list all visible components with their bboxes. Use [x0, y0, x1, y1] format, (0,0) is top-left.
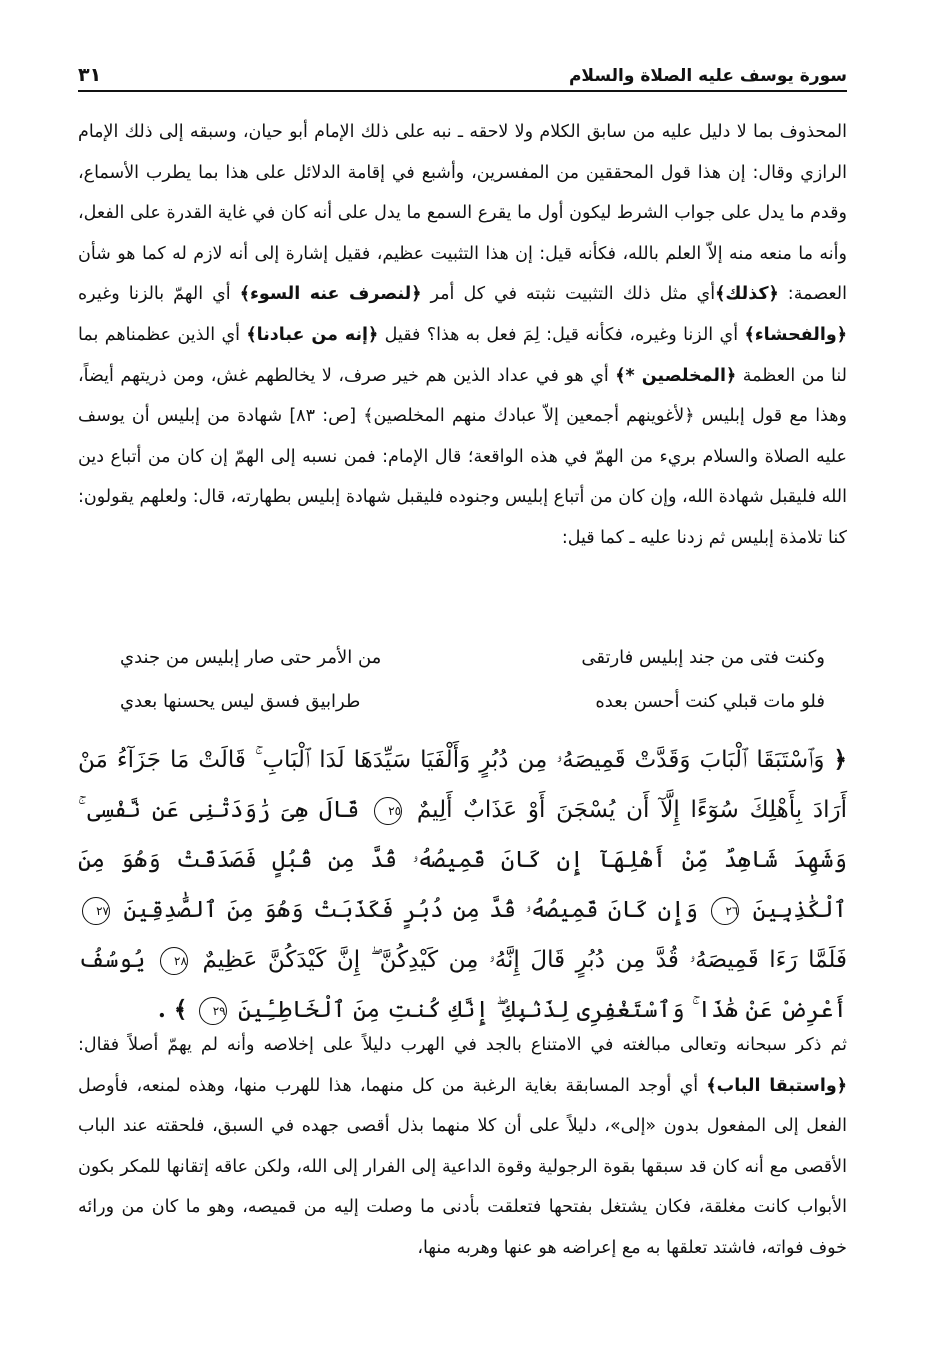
ayah-26: قَالَ هِىَ رَٰوَدَتْنِى عَن نَّفْسِى ۚ وَشَهِدَ شَاهِدٌ مِّنْ أَهْلِهَآ إِن كَانَ قَمِيصُهُۥ قُدَّ مِن قُبُلٍ فَصَدَقَتْ وَهُوَ مِنَ ٱلْكَٰذِبِينَ — [78, 797, 847, 923]
quote-wastabaqa: ﴿واستبقا الباب﴾ — [706, 1075, 847, 1096]
poem-hemistich: وكنت فتى من جند إبليس فارتقى — [581, 647, 825, 668]
page-number: ٣١ — [78, 64, 102, 86]
poem-hemistich: من الأمر حتى صار إبليس من جندي — [120, 647, 382, 668]
ayah-number-marker: ٢٩ — [199, 997, 227, 1025]
ayah-number-marker: ٢٦ — [711, 897, 739, 925]
text-segment: أي هو في عداد الذين هم خير صرف، لا يخالطهم غش، ومن ذريتهم أيضاً، وهذا مع قول إبليس ﴿لأغوينهم أجمعين إلاّ عبادك منهم المخلصين﴾ [ص: ٨٣] شهادة من إبليس أن يوسف عليه الصلاة والسلام بريء من الهمّ في هذه الواقعة؛ قال الإمام: فمن نسبه إلى الهمّ إن كان من أتباع دين الله فليقبل شهادة الله، وإن كان من أتباع إبليس وجنوده فليقبل شهادة إبليس بطهارته، قال: ولعلهم يقولون: كنا تلامذة إبليس ثم زدنا عليه ـ كما قيل: — [78, 365, 847, 548]
poem-hemistich: طرابيق فسق ليس يحسنها بعدي — [120, 691, 361, 712]
quran-verses — [78, 735, 847, 1035]
poem-verse-2 — [120, 680, 825, 724]
poem-verse-1 — [120, 636, 825, 680]
quote-linasrifa: ﴿لنصرف عنه السوء﴾ — [239, 284, 422, 305]
commentary-paragraph-1 — [78, 112, 847, 559]
quran-open-bracket: ﴿ — [833, 746, 848, 773]
quote-almukhlasin: ﴿المخلصين *﴾ — [615, 365, 737, 386]
ayah-29: يُوسُفُ أَعْرِضْ عَنْ هَٰذَا ۚ وَٱسْتَغْفِرِى لِذَنۢبِكِ ۖ إِنَّكِ كُنتِ مِنَ ٱلْخَاطِـِٔينَ — [78, 947, 847, 1023]
poem-hemistich: فلو مات قبلي كنت أحسن بعده — [595, 691, 825, 712]
commentary-paragraph-2 — [78, 1025, 847, 1269]
poem — [120, 636, 825, 724]
quote-alfahsha: ﴿والفحشاء﴾ — [744, 324, 847, 345]
ayah-number-marker: ٢٧ — [82, 897, 110, 925]
text-segment: ثم ذكر سبحانه وتعالى مبالغته في الامتناع بالجد في الهرب دليلاً على إخلاصه وأنه لم يهمّ أصلاً فقال: — [78, 1035, 847, 1055]
quote-kadhalika: ﴿كذلك﴾ — [715, 284, 779, 305]
text-segment: المحذوف بما لا دليل عليه من سابق الكلام ولا لاحقه ـ نبه على ذلك الإمام أبو حيان، وسبقه إلى ذلك الإمام الرازي وقال: إن هذا قول المحققين من المفسرين، وأشبع في إقامة الدلائل على هذا بما يطرب الأسماع، وقدم ما يدل على جواب الشرط ليكون أول ما يقرع السمع ما يدل على أنه كان في غاية القدرة على الفعل، وأنه ما منعه منه إلاّ العلم بالله، فكأنه قيل: إن هذا التثبيت عظيم، فقيل إشارة إلى أنه لازم له كما هو شأن العصمة: — [78, 122, 848, 305]
text-segment: أي الذين عظمناهم بما لنا من العظمة — [78, 324, 847, 386]
text-segment: أي مثل ذلك التثبيت نثبته في كل أمر — [421, 284, 716, 305]
surah-title: سورة يوسف عليه الصلاة والسلام — [568, 66, 847, 86]
page-header — [78, 52, 847, 92]
ayah-25: وَٱسْتَبَقَا ٱلْبَابَ وَقَدَّتْ قَمِيصَهُۥ مِن دُبُرٍ وَأَلْفَيَا سَيِّدَهَا لَدَا ٱلْبَابِ ۚ قَالَتْ مَا جَزَآءُ مَنْ أَرَادَ بِأَهْلِكَ سُوٓءًا إِلَّآ أَن يُسْجَنَ أَوْ عَذَابٌ أَلِيمٌ — [78, 747, 848, 823]
quote-innahu: ﴿إنه من عبادنا﴾ — [246, 324, 379, 345]
ayah-number-marker: ٢٨ — [160, 947, 188, 975]
text-segment: أي الزنا وغيره، فكأنه قيل: لِمَ فعل به هذا؟ فقيل — [378, 324, 745, 345]
quran-close-bracket: ﴾ . — [157, 996, 188, 1023]
text-segment: أي الهمّ بالزنا وغيره — [78, 284, 240, 305]
ayah-28: فَلَمَّا رَءَا قَمِيصَهُۥ قُدَّ مِن دُبُرٍ قَالَ إِنَّهُۥ مِن كَيْدِكُنَّ ۖ إِنَّ كَيْدَكُنَّ عَظِيمٌ — [202, 947, 848, 973]
ayah-number-marker: ٢٥ — [374, 797, 402, 825]
ayah-27: وَإِن كَانَ قَمِيصُهُۥ قُدَّ مِن دُبُرٍ فَكَذَبَتْ وَهُوَ مِنَ ٱلصَّٰدِقِينَ — [123, 897, 699, 923]
text-segment: أي أوجد المسابقة بغاية الرغبة من كل منهما، هذا للهرب منها، وهذه لمنعه، فأوصل الفعل إلى المفعول بدون «إلى»، دليلاً على أن كلا منهما بذل أقصى جهده في السبق، فلحقته عند الباب الأقصى مع أنه كان قد سبقها بقوة الرجولية وقوة الداعية إلى الفرار إلى الله، ولكن عاقه إتقانها للمكر بكون الأبواب كانت مغلقة، فكان يشتغل بفتحها فتعلقت بأدنى ما وصلت إليه من قميصه، وهو ما كان من ورائه خوف فواته، فاشتد تعلقها به مع إعراضه هو عنها وهربه منها، — [78, 1075, 847, 1258]
